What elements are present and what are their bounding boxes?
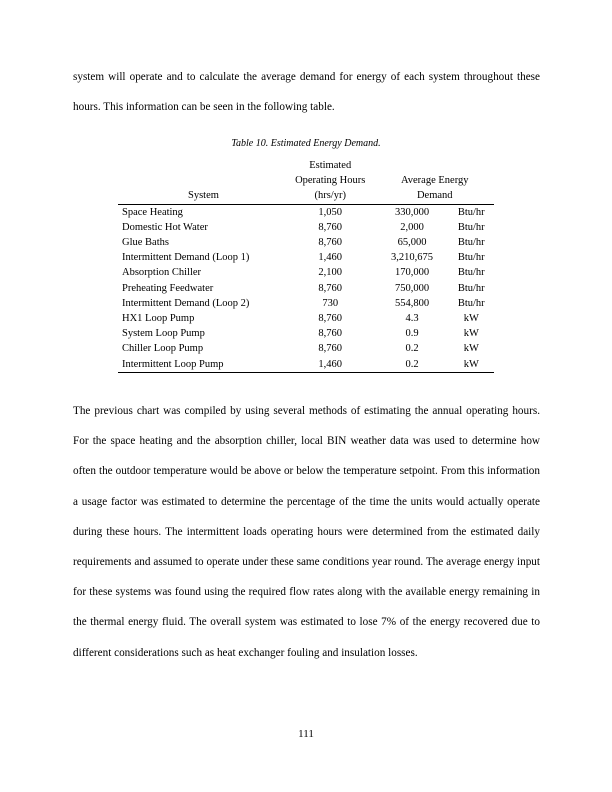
table-row bbox=[118, 326, 494, 341]
header-hours-line1: Estimated bbox=[309, 160, 352, 171]
cell-unit: Btu/hr bbox=[457, 282, 485, 294]
cell-demand: 4.3 bbox=[405, 313, 419, 325]
intro-paragraph: system will operate and to calculate the average demand for energy of each system throughout these hours. This information can be seen in the following table. bbox=[73, 71, 540, 114]
table-row bbox=[118, 250, 494, 265]
cell-hours: 2,100 bbox=[318, 267, 343, 279]
cell-unit: Btu/hr bbox=[457, 206, 485, 218]
cell-unit: Btu/hr bbox=[457, 221, 485, 233]
header-system-label: System bbox=[188, 190, 219, 202]
header-hours-line2: Operating Hours bbox=[295, 175, 366, 187]
body-paragraph: The previous chart was compiled by using several methods of estimating the annual operating hours. For the space heating and the absorption chiller, local BIN weather data was used to determine how often the outdoor temperature would be above or below the temperature setpoint. From this information a usage factor was estimated to determine the percentage of the time the units would actually operate during these hours. The intermittent loads operating hours were determined from the estimated daily requirements and assumed to operate under these same conditions year round. The average energy input for these systems was found using the required flow rates along with the available energy remaining in the thermal energy fluid. The overall system was estimated to lose 7% of the energy recovered due to different considerations such as heat exchanger fouling and insulation losses. bbox=[73, 405, 540, 659]
table-row bbox=[118, 296, 494, 311]
cell-hours: 8,760 bbox=[318, 282, 343, 294]
cell-system: HX1 Loop Pump bbox=[122, 313, 195, 325]
cell-unit: kW bbox=[449, 357, 494, 373]
table-row bbox=[118, 220, 494, 235]
cell-demand: 0.9 bbox=[405, 328, 419, 340]
cell-demand: 330,000 bbox=[394, 206, 430, 218]
cell-unit: kW bbox=[463, 313, 479, 325]
cell-unit: kW bbox=[463, 343, 479, 355]
cell-system: System Loop Pump bbox=[122, 328, 205, 340]
page-number: 111 bbox=[298, 728, 314, 740]
cell-demand: 3,210,675 bbox=[391, 252, 434, 264]
cell-demand: 2,000 bbox=[400, 221, 424, 233]
header-hours-line3: (hrs/yr) bbox=[314, 190, 346, 202]
header-demand-line2: Demand bbox=[416, 190, 453, 202]
table-header-row bbox=[118, 158, 494, 204]
table-row bbox=[118, 265, 494, 280]
table-row bbox=[118, 341, 494, 356]
cell-hours: 8,760 bbox=[318, 313, 343, 325]
table-row bbox=[118, 204, 494, 220]
cell-hours: 8,760 bbox=[318, 328, 343, 340]
energy-demand-table bbox=[118, 158, 494, 373]
cell-hours: 730 bbox=[322, 297, 339, 309]
header-energy-demand bbox=[375, 158, 494, 204]
cell-system: Domestic Hot Water bbox=[122, 221, 208, 233]
cell-demand: 0.2 bbox=[375, 357, 448, 373]
cell-system: Absorption Chiller bbox=[122, 267, 202, 279]
cell-system: Intermittent Demand (Loop 1) bbox=[122, 252, 250, 264]
cell-hours: 1,050 bbox=[318, 206, 343, 218]
cell-unit: Btu/hr bbox=[457, 297, 485, 309]
cell-unit: Btu/hr bbox=[457, 267, 485, 279]
header-demand-line1: Average Energy bbox=[400, 175, 469, 187]
header-operating-hours bbox=[285, 158, 376, 204]
cell-unit: kW bbox=[463, 328, 479, 340]
cell-hours: 1,460 bbox=[285, 357, 376, 373]
table-row bbox=[118, 311, 494, 326]
cell-system: Chiller Loop Pump bbox=[122, 343, 204, 355]
table-row bbox=[118, 357, 494, 373]
cell-demand: 65,000 bbox=[397, 237, 427, 249]
cell-system: Space Heating bbox=[122, 206, 183, 218]
cell-demand: 0.2 bbox=[405, 343, 419, 355]
cell-unit: Btu/hr bbox=[457, 237, 485, 249]
cell-demand: 750,000 bbox=[394, 282, 430, 294]
table-row bbox=[118, 281, 494, 296]
cell-hours: 8,760 bbox=[318, 343, 343, 355]
cell-demand: 170,000 bbox=[394, 267, 430, 279]
cell-unit: Btu/hr bbox=[457, 252, 485, 264]
cell-hours: 1,460 bbox=[318, 252, 343, 264]
cell-system: Intermittent Loop Pump bbox=[118, 357, 285, 373]
cell-system: Intermittent Demand (Loop 2) bbox=[122, 297, 250, 309]
table-caption: Table 10. Estimated Energy Demand. bbox=[231, 138, 381, 149]
table-row bbox=[118, 235, 494, 250]
cell-hours: 8,760 bbox=[318, 237, 343, 249]
cell-system: Preheating Feedwater bbox=[122, 282, 214, 294]
header-system bbox=[118, 158, 285, 204]
cell-hours: 8,760 bbox=[318, 221, 343, 233]
cell-system: Glue Baths bbox=[122, 237, 169, 249]
cell-demand: 554,800 bbox=[394, 297, 430, 309]
